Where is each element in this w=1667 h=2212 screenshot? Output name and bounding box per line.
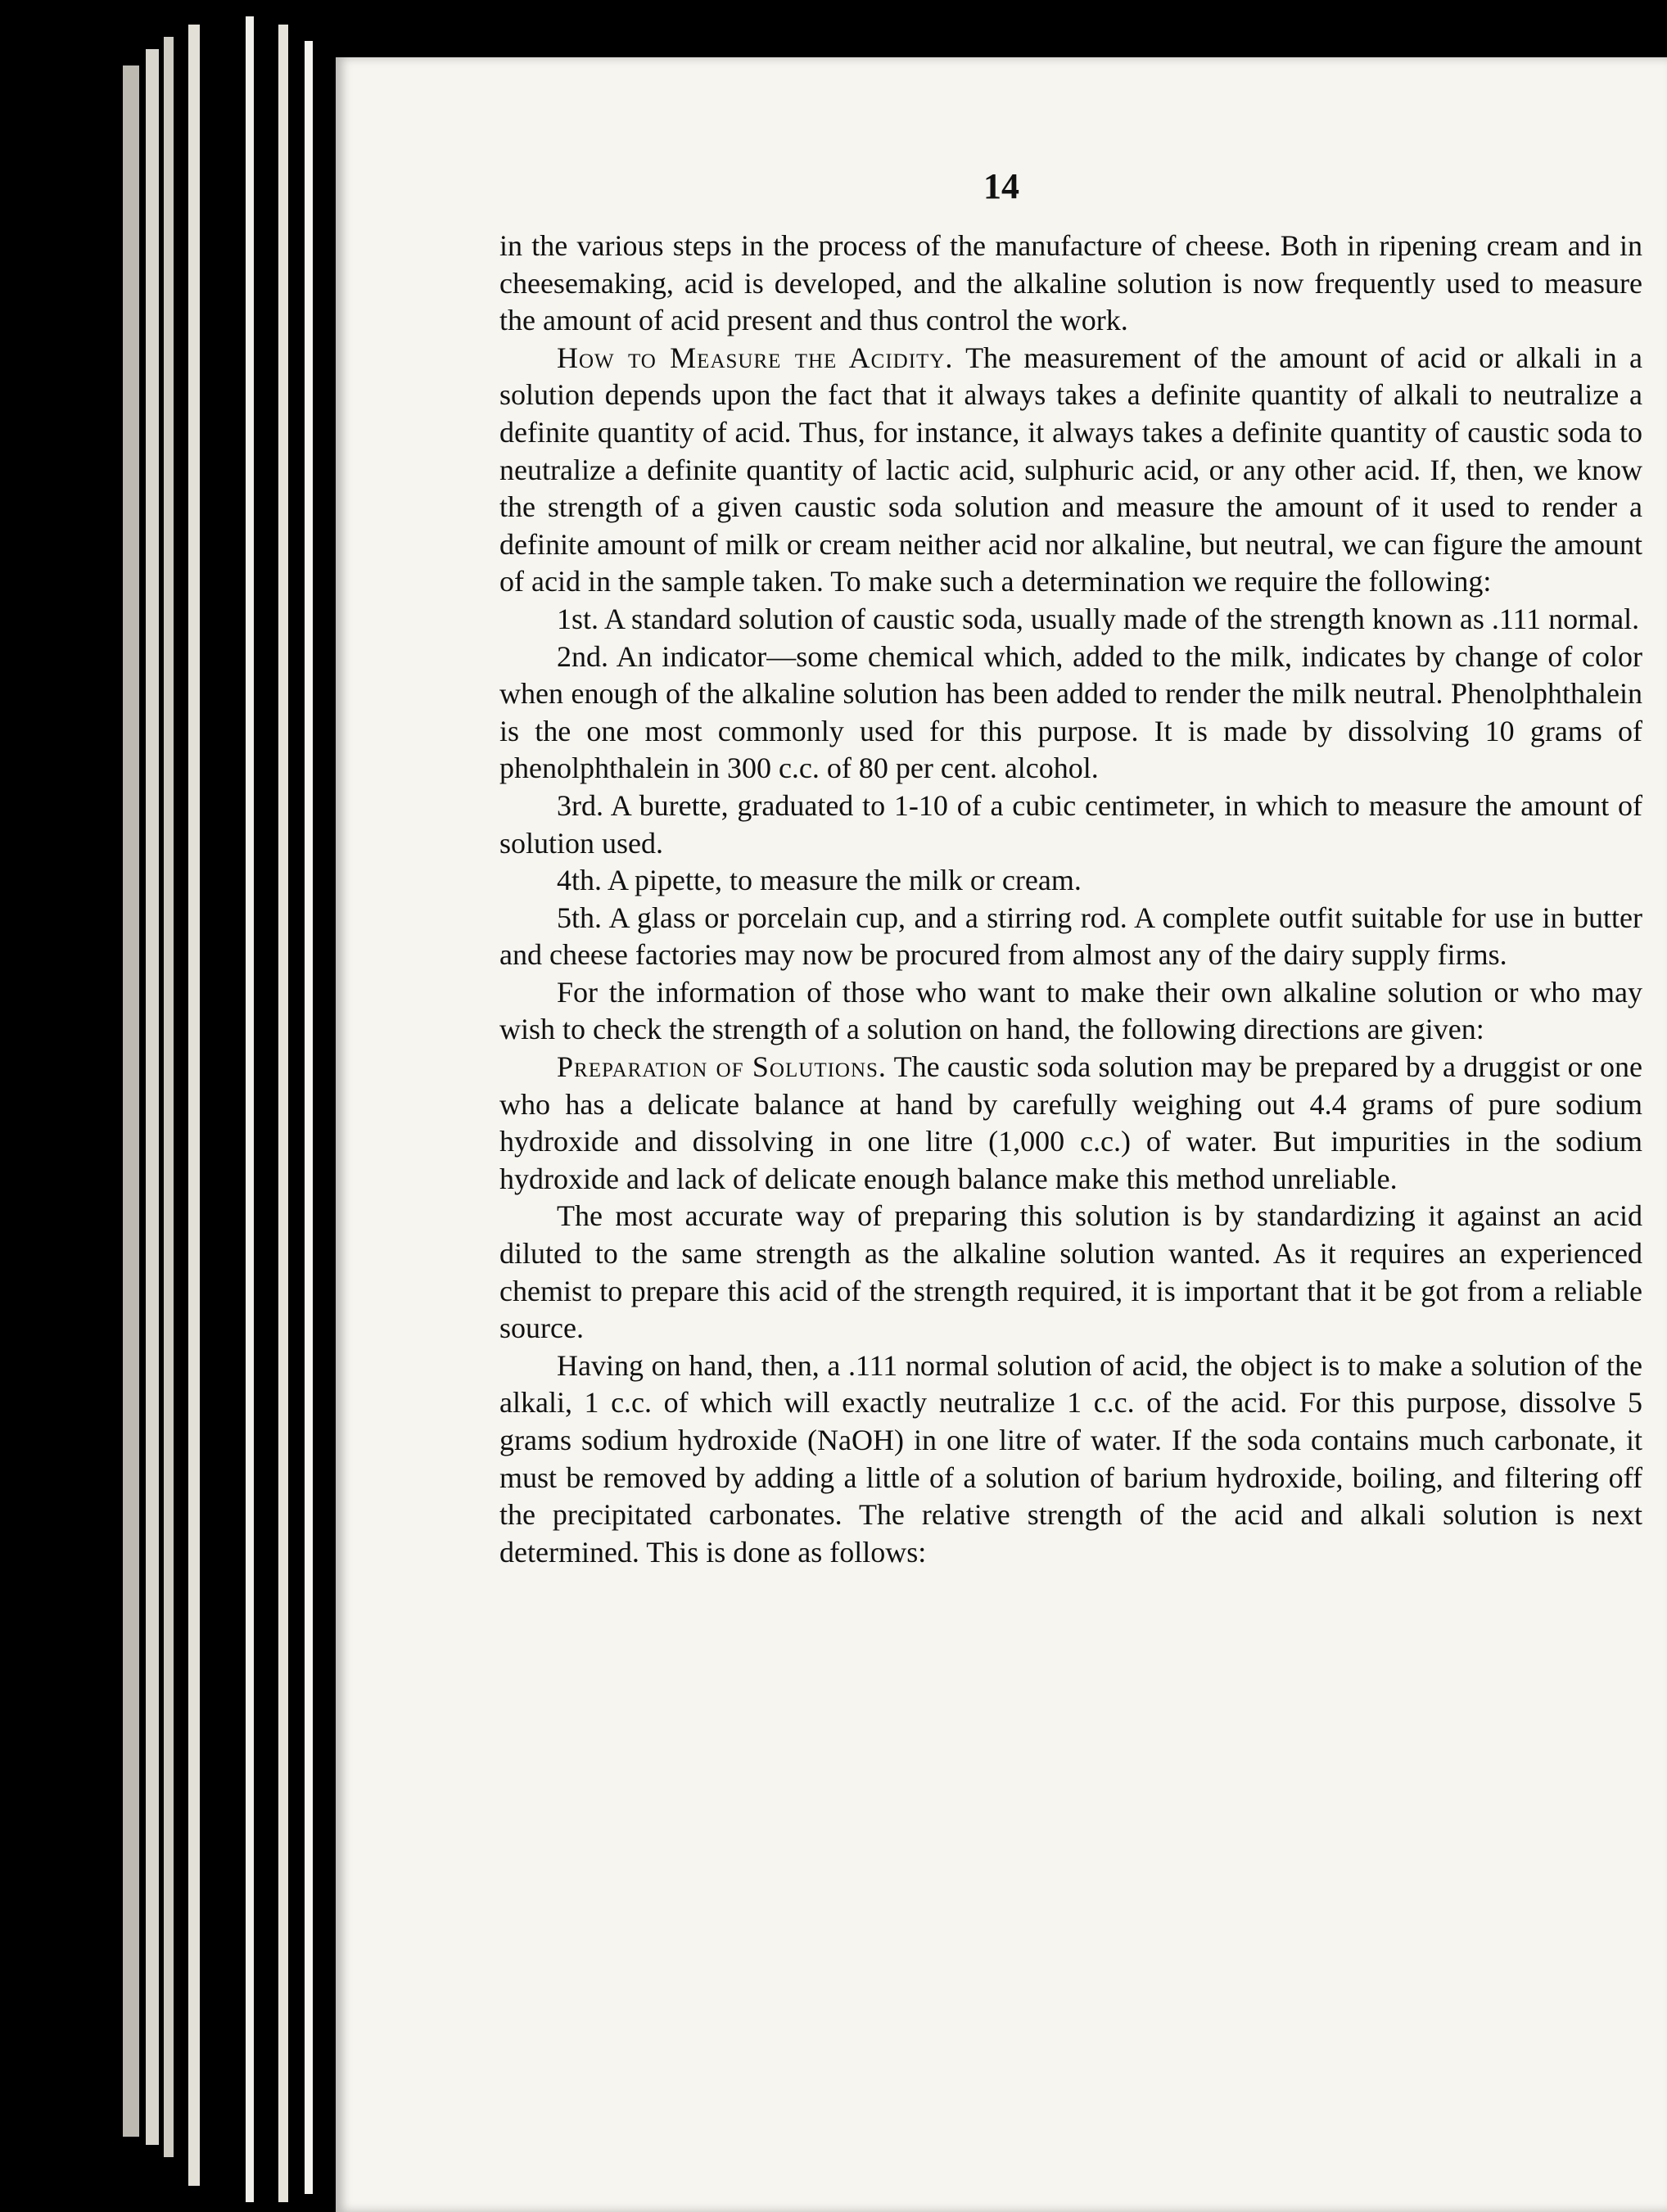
page-edge	[246, 16, 254, 2202]
section-heading: How to Measure the Acidity.	[557, 341, 954, 374]
book-page	[336, 57, 1667, 2212]
page-edge	[305, 41, 313, 2194]
paragraph-text: in the various steps in the process of the manufacture of cheese. Both in ripening cream and in cheesemaking, acid is developed, and the alkaline solution is now frequently used to measure the amount of acid present and thus control the work.	[499, 229, 1642, 337]
paragraph-text: Having on hand, then, a .111 normal solution of acid, the object is to make a solution of the alkali, 1 c.c. of which will exactly neutralize 1 c.c. of the acid. For this purpose, dissolve 5 grams sodium hydroxide (NaOH) in one litre of water. If the soda contains much carbonate, it must be removed by adding a little of a solution of barium hydroxide, boiling, and filtering off the precipitated carbonates. The relative strength of the acid and alkali solution is next determined. This is done as follows:	[499, 1348, 1642, 1569]
section-heading: Preparation of Solutions.	[557, 1050, 887, 1084]
paragraph-text: 2nd. An indicator—some chemical which, added to the milk, indicates by change of color when enough of the alkaline solution has been added to render the milk neutral. Phenolphthalein is the one most commonly used for this purpose. It is made by dissolving 10 grams of phenolphthalein in 300 c.c. of 80 per cent. alcohol.	[499, 639, 1642, 785]
paragraph-text: 1st. A standard solution of caustic soda, usually made of the strength known as .111 normal.	[557, 602, 1640, 635]
paragraph-text: 4th. A pipette, to measure the milk or cream.	[557, 864, 1082, 897]
paragraph	[499, 788, 1642, 862]
paragraph	[499, 601, 1642, 639]
page-number: 14	[983, 166, 1019, 206]
paragraph-text: 5th. A glass or porcelain cup, and a stirring rod. A complete outfit suitable for use in butter and cheese factories may now be procured from almost any of the dairy supply firms.	[499, 901, 1642, 972]
paragraph	[499, 1348, 1642, 1572]
paragraph-text: The most accurate way of preparing this solution is by standardizing it against an acid diluted to the same strength as the alkaline solution wanted. As it requires an experienced chemist to prepare this acid of the strength required, it is important that it be got from a reliable source.	[499, 1199, 1642, 1345]
paragraph	[499, 1198, 1642, 1347]
page-edge	[146, 49, 159, 2145]
page-edge	[123, 65, 139, 2137]
paragraph	[499, 1049, 1642, 1198]
paragraph-text: The measurement of the amount of acid or alkali in a solution depends upon the fact that it always takes a definite quantity of alkali to neutralize a definite quantity of acid. Thus, for instance, it always takes a definite quantity of caustic soda to neutralize a definite quantity of lactic acid, sulphuric acid, or any other acid. If, then, we know the strength of a given caustic soda solution and measure the amount of it used to render a definite amount of milk or cream neither acid nor alkaline, but neutral, we can figure the amount of acid in the sample taken. To make such a determination we require the following:	[499, 341, 1643, 598]
page-edge	[164, 37, 174, 2157]
body-text	[499, 228, 1642, 1571]
paragraph-text: The caustic soda solution may be prepared by a druggist or one who has a delicate balance at hand by carefully weighing out 4.4 grams of pure sodium hydroxide and dissolving in one litre (1,000 c.c.) of water. But impurities in the sodium hydroxide and lack of delicate enough balance make this method unreliable.	[499, 1050, 1642, 1195]
paragraph	[499, 639, 1642, 788]
paragraph	[499, 900, 1642, 974]
paragraph-text: For the information of those who want to make their own alkaline solution or who may wish to check the strength of a solution on hand, the following directions are given:	[499, 975, 1642, 1046]
paragraph	[499, 340, 1642, 601]
paragraph	[499, 974, 1642, 1049]
page-edge	[188, 25, 200, 2186]
page-edge	[278, 25, 288, 2202]
paragraph	[499, 862, 1642, 900]
paragraph-text: 3rd. A burette, graduated to 1-10 of a cubic centimeter, in which to measure the amount of solution used.	[499, 788, 1642, 860]
paragraph	[499, 228, 1642, 340]
